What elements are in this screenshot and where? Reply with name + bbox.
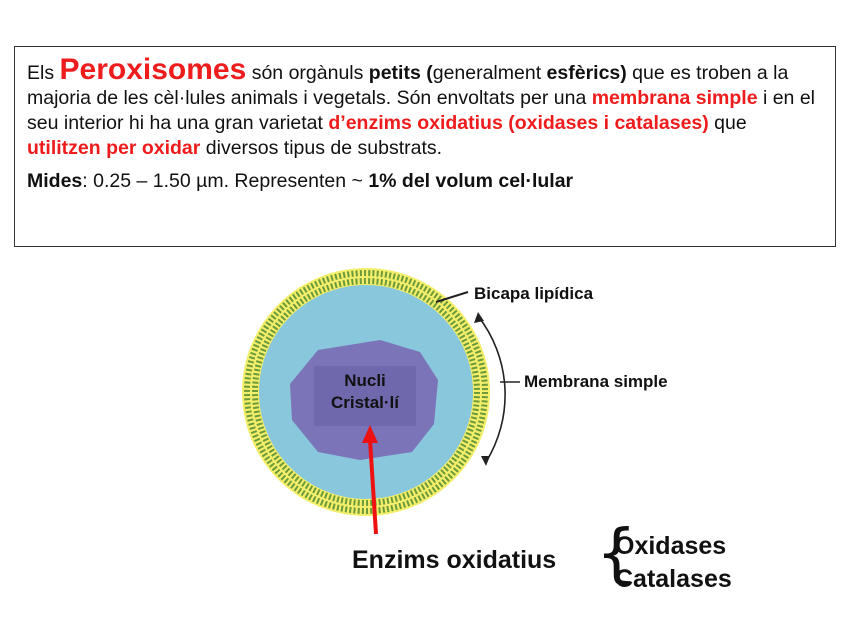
intro-text: Els [27, 62, 60, 84]
membrana-arc-head-bottom [481, 456, 490, 466]
curly-brace: { [596, 517, 637, 591]
intro-text: que es troben a la majoria de les cèl·lules animals i vegetals. Són envoltats per una [27, 62, 789, 109]
mides-text: : 0.25 – 1.50 µm. Representen ~ [82, 170, 369, 192]
membrana-simple-label: Membrana simple [524, 372, 668, 391]
peroxisomes-term: Peroxisomes [59, 53, 247, 86]
mides-label: Mides [27, 170, 83, 192]
enzyme-type-list [615, 530, 732, 596]
nucli-line1: Nucli [344, 371, 386, 390]
membrana-simple-term: membrana simple [591, 87, 758, 109]
intro-text: generalment [432, 62, 547, 84]
esferics-term: esfèrics) [546, 62, 627, 84]
petits-term: petits ( [368, 62, 433, 84]
intro-text: que [708, 112, 747, 134]
nucli-label [314, 370, 416, 414]
nucli-line2: Cristal·lí [330, 393, 400, 412]
utilitzen-term: utilitzen per oxidar [27, 137, 201, 159]
volum-term: 1% del volum cel·lular [368, 170, 574, 192]
intro-text: i en el seu interior hi ha una gran varietat [27, 87, 815, 134]
enzims-oxidatius-label: Enzims oxidatius [352, 546, 557, 574]
intro-text: són orgànuls [246, 62, 369, 84]
enzims-term: d’enzims oxidatius (oxidases i catalases) [328, 112, 709, 134]
enzyme-type-oxidases: Oxidases [615, 532, 727, 560]
intro-text: diversos tipus de substrats. [200, 137, 443, 159]
bicapa-label: Bicapa lipídica [474, 284, 594, 303]
enzyme-type-catalases: Catalases [615, 565, 732, 593]
